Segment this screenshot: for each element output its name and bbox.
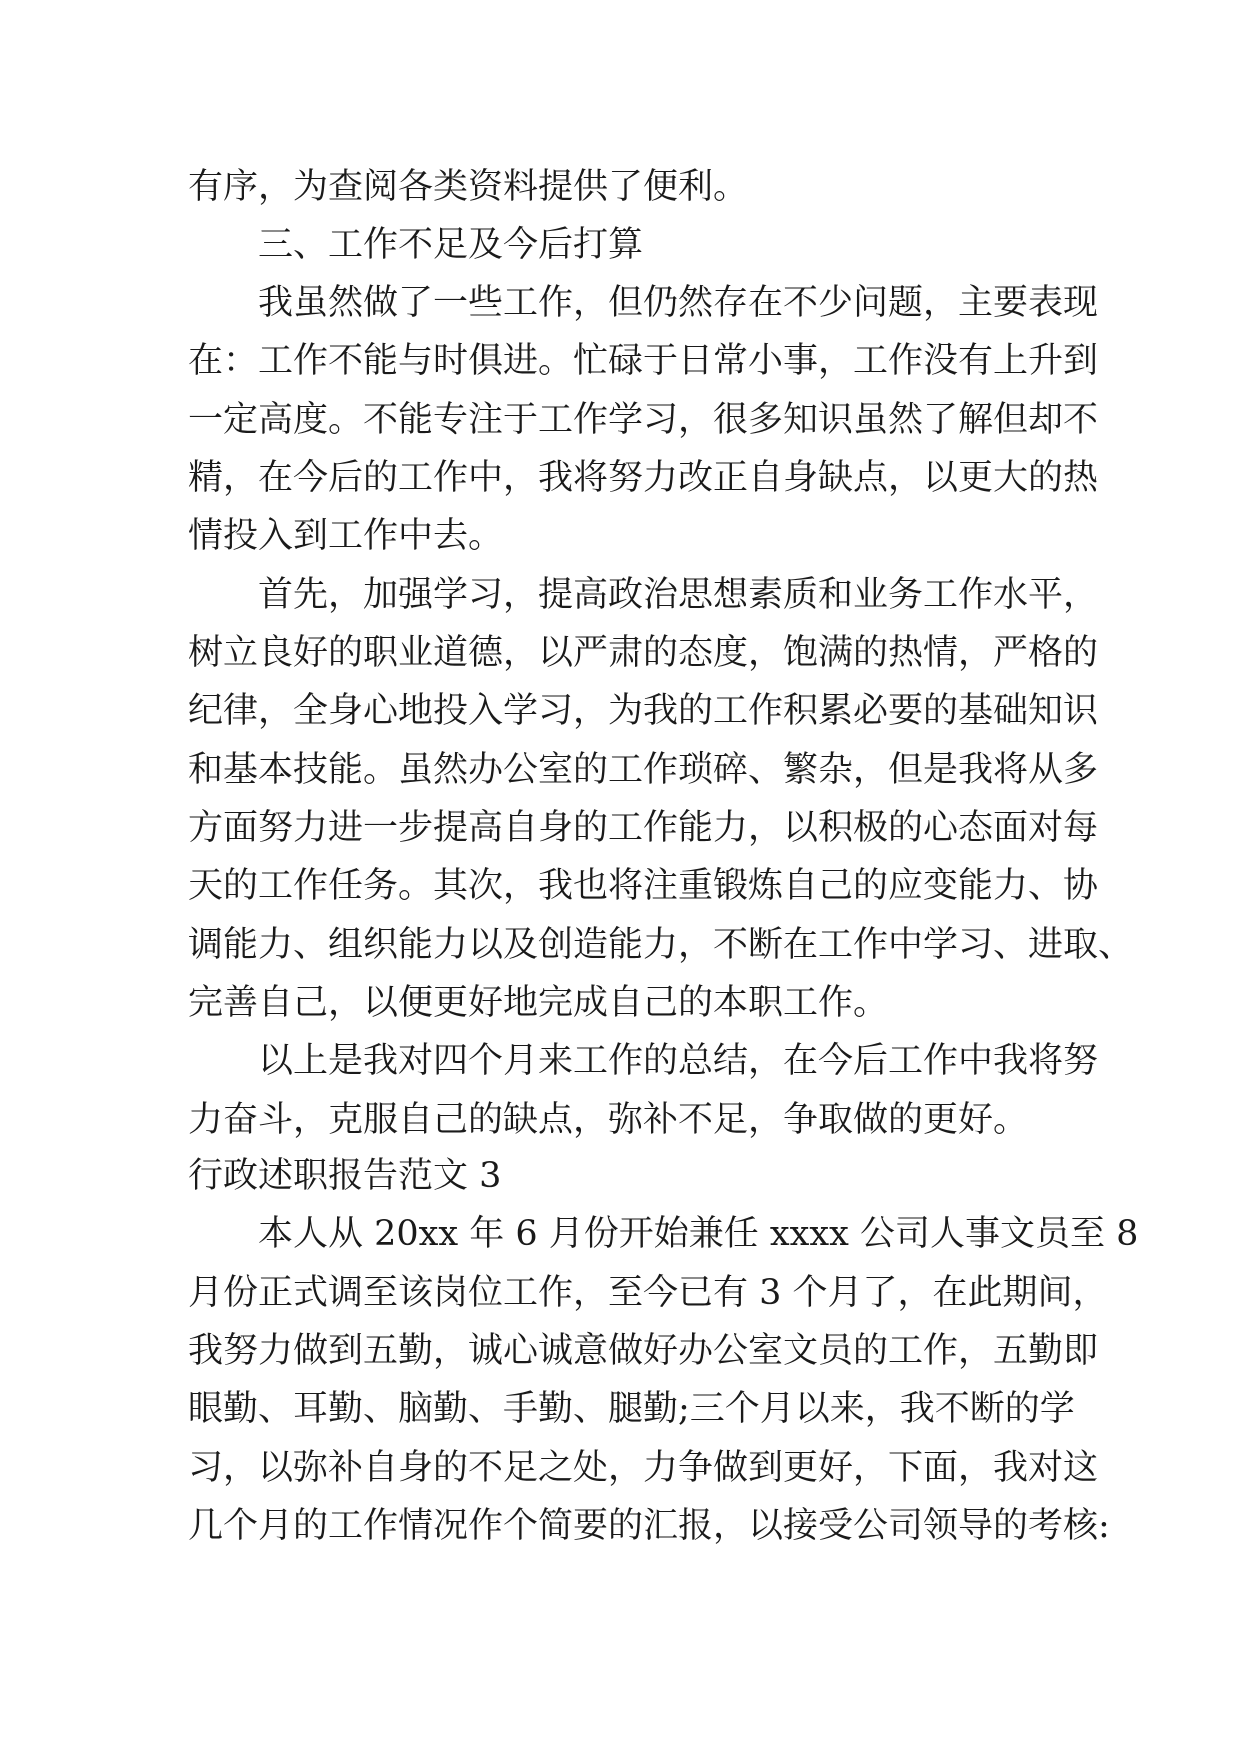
- text-line: 天的工作任务。其次，我也将注重锻炼自己的应变能力、协: [188, 866, 1099, 906]
- text-line: 情投入到工作中去。: [188, 516, 504, 556]
- text-line: 月份正式调至该岗位工作，至今已有 3 个月了，在此期间，: [188, 1273, 1108, 1313]
- text-line: 纪律，全身心地投入学习，为我的工作积累必要的基础知识: [188, 691, 1099, 731]
- text-line: 眼勤、耳勤、脑勤、手勤、腿勤;三个月以来，我不断的学: [188, 1389, 1075, 1429]
- text-line: 树立良好的职业道德，以严肃的态度，饱满的热情，严格的: [188, 633, 1099, 673]
- document-title: 行政述职报告范文 3: [188, 1156, 502, 1196]
- text-line: 方面努力进一步提高自身的工作能力，以积极的心态面对每: [188, 808, 1099, 848]
- text-line: 力奋斗，克服自己的缺点，弥补不足，争取做的更好。: [188, 1100, 1029, 1140]
- text-line: 我虽然做了一些工作，但仍然存在不少问题，主要表现: [258, 283, 1099, 323]
- text-line: 精，在今后的工作中，我将努力改正自身缺点，以更大的热: [188, 458, 1099, 498]
- text-line: 本人从 20xx 年 6 月份开始兼任 xxxx 公司人事文员至 8: [258, 1214, 1139, 1254]
- text-line: 以上是我对四个月来工作的总结，在今后工作中我将努: [258, 1041, 1099, 1081]
- text-line: 几个月的工作情况作个简要的汇报，以接受公司领导的考核:: [188, 1506, 1110, 1546]
- text-line: 完善自己，以便更好地完成自己的本职工作。: [188, 983, 889, 1023]
- text-line: 调能力、组织能力以及创造能力，不断在工作中学习、进取、: [188, 925, 1134, 965]
- section-heading: 三、工作不足及今后打算: [258, 225, 644, 265]
- text-line: 我努力做到五勤，诚心诚意做好办公室文员的工作，五勤即: [188, 1331, 1099, 1371]
- text-line: 在：工作不能与时俱进。忙碌于日常小事，工作没有上升到: [188, 341, 1099, 381]
- text-line: 习，以弥补自身的不足之处，力争做到更好，下面，我对这: [188, 1448, 1099, 1488]
- text-line: 一定高度。不能专注于工作学习，很多知识虽然了解但却不: [188, 400, 1099, 440]
- text-line: 首先，加强学习，提高政治思想素质和业务工作水平，: [258, 575, 1099, 615]
- text-line: 和基本技能。虽然办公室的工作琐碎、繁杂，但是我将从多: [188, 750, 1099, 790]
- text-line: 有序，为查阅各类资料提供了便利。: [188, 167, 749, 207]
